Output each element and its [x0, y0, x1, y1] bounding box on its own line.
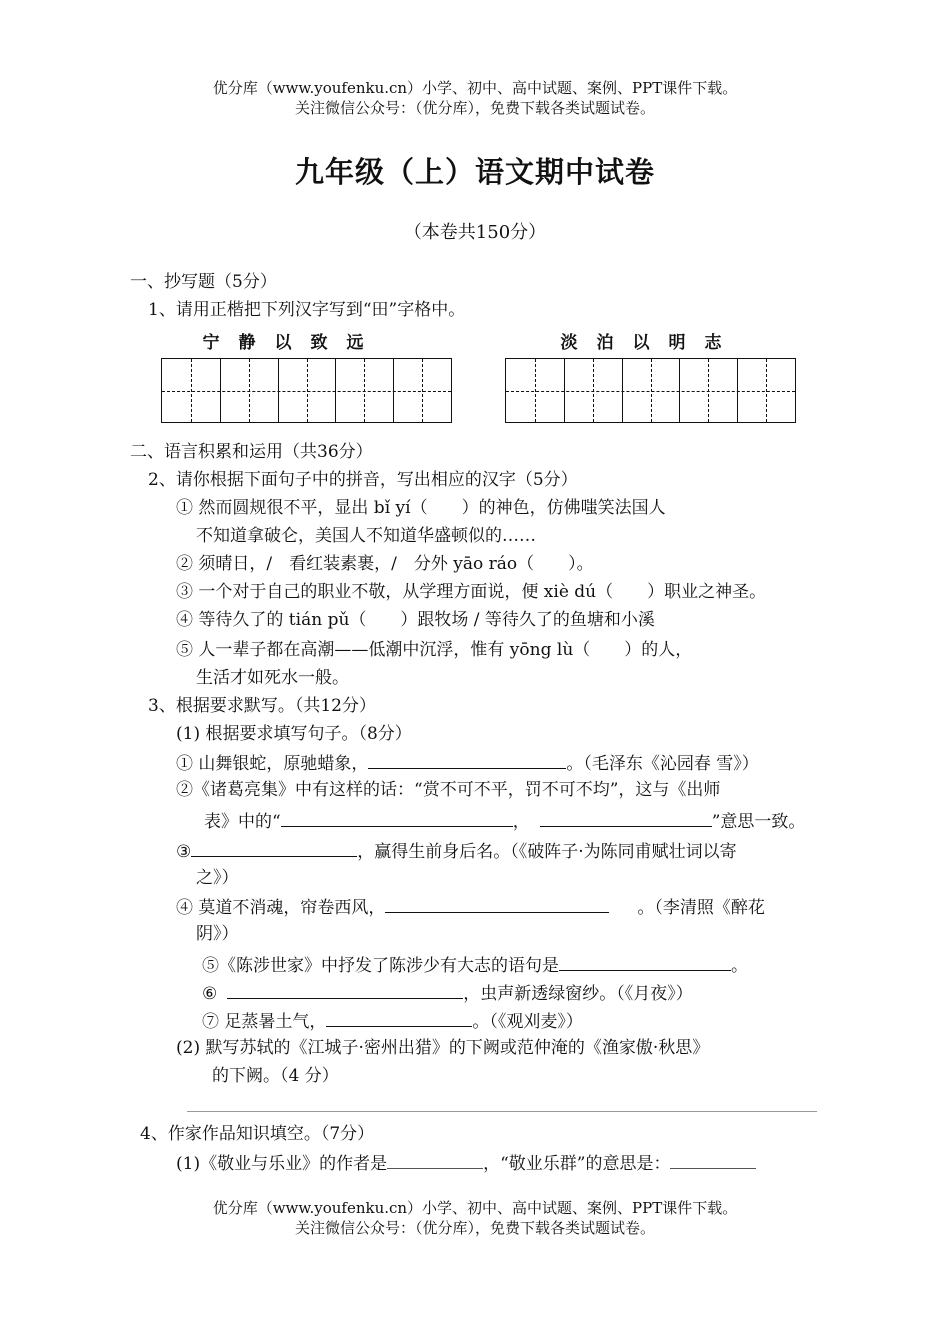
q3-item-4-line-1: [176, 894, 765, 920]
page-title: 九年级（上）语文期中试卷: [294, 155, 655, 189]
q3-item-3-line-2: 之》）: [196, 868, 239, 888]
q4-item-1-text-2: ，“敬业乐群”的意思是：: [483, 1154, 671, 1174]
answer-blank[interactable]: [191, 838, 357, 857]
q3-item-4-line-2: 阴》）: [196, 924, 239, 944]
q3-item-5-end: 。: [731, 956, 748, 976]
answer-blank[interactable]: [540, 808, 712, 827]
header-line-1: 优分库（www.youfenku.cn）小学、初中、高中试题、案例、PPT课件下载。: [212, 79, 738, 97]
q2-item-3: ③ 一个对于自己的职业不敬，从学理方面说，便 xiè dú（ ）职业之神圣。: [176, 582, 767, 602]
q3-item-2-comma: ，: [512, 812, 530, 832]
q3-item-3-line-1: [176, 838, 737, 864]
answer-blank[interactable]: [281, 808, 513, 827]
question-2: 2、请你根据下面句子中的拼音，写出相应的汉字（5分）: [148, 470, 578, 490]
footer-line-2: 关注微信公众号：（优分库），免费下载各类试题试卷。: [294, 1219, 655, 1237]
q3-item-4-text: ④ 莫道不消魂，帘卷西风，: [176, 898, 386, 918]
grid-center-guide: [162, 391, 451, 392]
footer-line-1: 优分库（www.youfenku.cn）小学、初中、高中试题、案例、PPT课件下载。: [212, 1199, 738, 1217]
copy-characters-left: [193, 328, 373, 353]
answer-blank[interactable]: [670, 1150, 756, 1169]
grid-center-guide: [506, 391, 795, 392]
q2-item-2: ② 须晴日，/ 看红装素裹，/ 分外 yāo ráo（ ）。: [176, 554, 594, 574]
copy-char: 以: [632, 333, 650, 353]
q2-item-4: ④ 等待久了的 tián pǔ（ ）跟牧场 / 等待久了的鱼塘和小溪: [176, 610, 655, 630]
q3-item-5: [202, 952, 748, 978]
q3-item-7-source: 。（《观刈麦》）: [472, 1012, 583, 1032]
q4-item-1-text: (1)《敬业与乐业》的作者是: [176, 1154, 388, 1174]
answer-blank[interactable]: [385, 894, 609, 913]
copy-char: 泊: [596, 333, 614, 353]
answer-blank[interactable]: [387, 1150, 483, 1169]
answer-blank[interactable]: [559, 952, 731, 971]
q3-item-4-source: 。（李清照《醉花: [637, 898, 765, 918]
section-2-heading: 二、语言积累和运用（共36分）: [130, 442, 373, 462]
q3-item-6: [202, 980, 693, 1006]
section-1-heading: 一、抄写题（5分）: [130, 272, 277, 292]
q3-part-2-line-1: (2) 默写苏轼的《江城子·密州出猎》的下阙或范仲淹的《渔家傲·秋思》: [176, 1038, 710, 1058]
answer-blank[interactable]: [368, 750, 566, 769]
q3-item-1: [176, 750, 759, 776]
q4-item-1: [176, 1150, 756, 1176]
copy-char: 淡: [560, 333, 578, 353]
q2-item-1-line-1: ① 然而圆规很不平，显出 bǐ yí（ ）的神色，仿佛嗤笑法国人: [176, 498, 666, 518]
copy-char: 志: [704, 333, 722, 353]
q3-item-7-text: ⑦ 足蒸暑土气，: [202, 1012, 327, 1032]
copy-char: 以: [274, 333, 292, 353]
q3-item-2-end: ”意思一致。: [711, 812, 806, 832]
copy-char: 明: [668, 333, 686, 353]
q3-item-2-line-1: ②《诸葛亮集》中有这样的话：“赏不可不平，罚不可不均”，这与《出师: [176, 780, 721, 800]
q3-item-2-text: 表》中的“: [204, 812, 281, 832]
q3-part-1: (1) 根据要求填写句子。（8分）: [176, 724, 412, 744]
q3-item-1-source: 。（毛泽东《沁园春 雪》）: [566, 754, 759, 774]
q3-part-2-line-2: 的下阙。（4 分）: [212, 1066, 339, 1086]
q3-item-6-num: ⑥: [202, 984, 218, 1004]
tianzige-grid-right[interactable]: [505, 358, 796, 423]
q3-item-7: [202, 1008, 583, 1034]
question-3: 3、根据要求默写。（共12分）: [148, 696, 376, 716]
header-line-2: 关注微信公众号：（优分库），免费下载各类试题试卷。: [294, 99, 655, 117]
copy-char: 远: [346, 333, 364, 353]
copy-char: 宁: [202, 333, 220, 353]
q3-item-3-text: ，赢得生前身后名。（《破阵子·为陈同甫赋壮词以寄: [357, 842, 737, 862]
q2-item-1-line-2: 不知道拿破仑，美国人不知道华盛顿似的……: [196, 526, 536, 546]
tianzige-grid-left[interactable]: [161, 358, 452, 423]
page-subtitle: （本卷共150分）: [403, 222, 547, 243]
copy-char: 静: [238, 333, 256, 353]
question-4: 4、作家作品知识填空。（7分）: [140, 1124, 375, 1144]
q3-item-3-num: ③: [176, 842, 192, 862]
question-1: 1、请用正楷把下列汉字写到“田”字格中。: [148, 300, 466, 320]
answer-line[interactable]: [187, 1111, 817, 1112]
copy-char: 致: [310, 333, 328, 353]
copy-characters-right: [551, 328, 731, 353]
q3-item-6-text: ，虫声新透绿窗纱。（《月夜》）: [463, 984, 693, 1004]
answer-blank[interactable]: [227, 980, 463, 999]
answer-blank[interactable]: [326, 1008, 472, 1027]
q2-item-5-line-1: ⑤ 人一辈子都在高潮——低潮中沉浮，惟有 yōng lù（ ）的人，: [176, 640, 693, 660]
q3-item-5-text: ⑤《陈涉世家》中抒发了陈涉少有大志的语句是: [202, 956, 559, 976]
q3-item-2-line-2: [204, 808, 805, 834]
q2-item-5-line-2: 生活才如死水一般。: [196, 668, 349, 688]
q3-item-1-text: ① 山舞银蛇，原驰蜡象，: [176, 754, 369, 774]
